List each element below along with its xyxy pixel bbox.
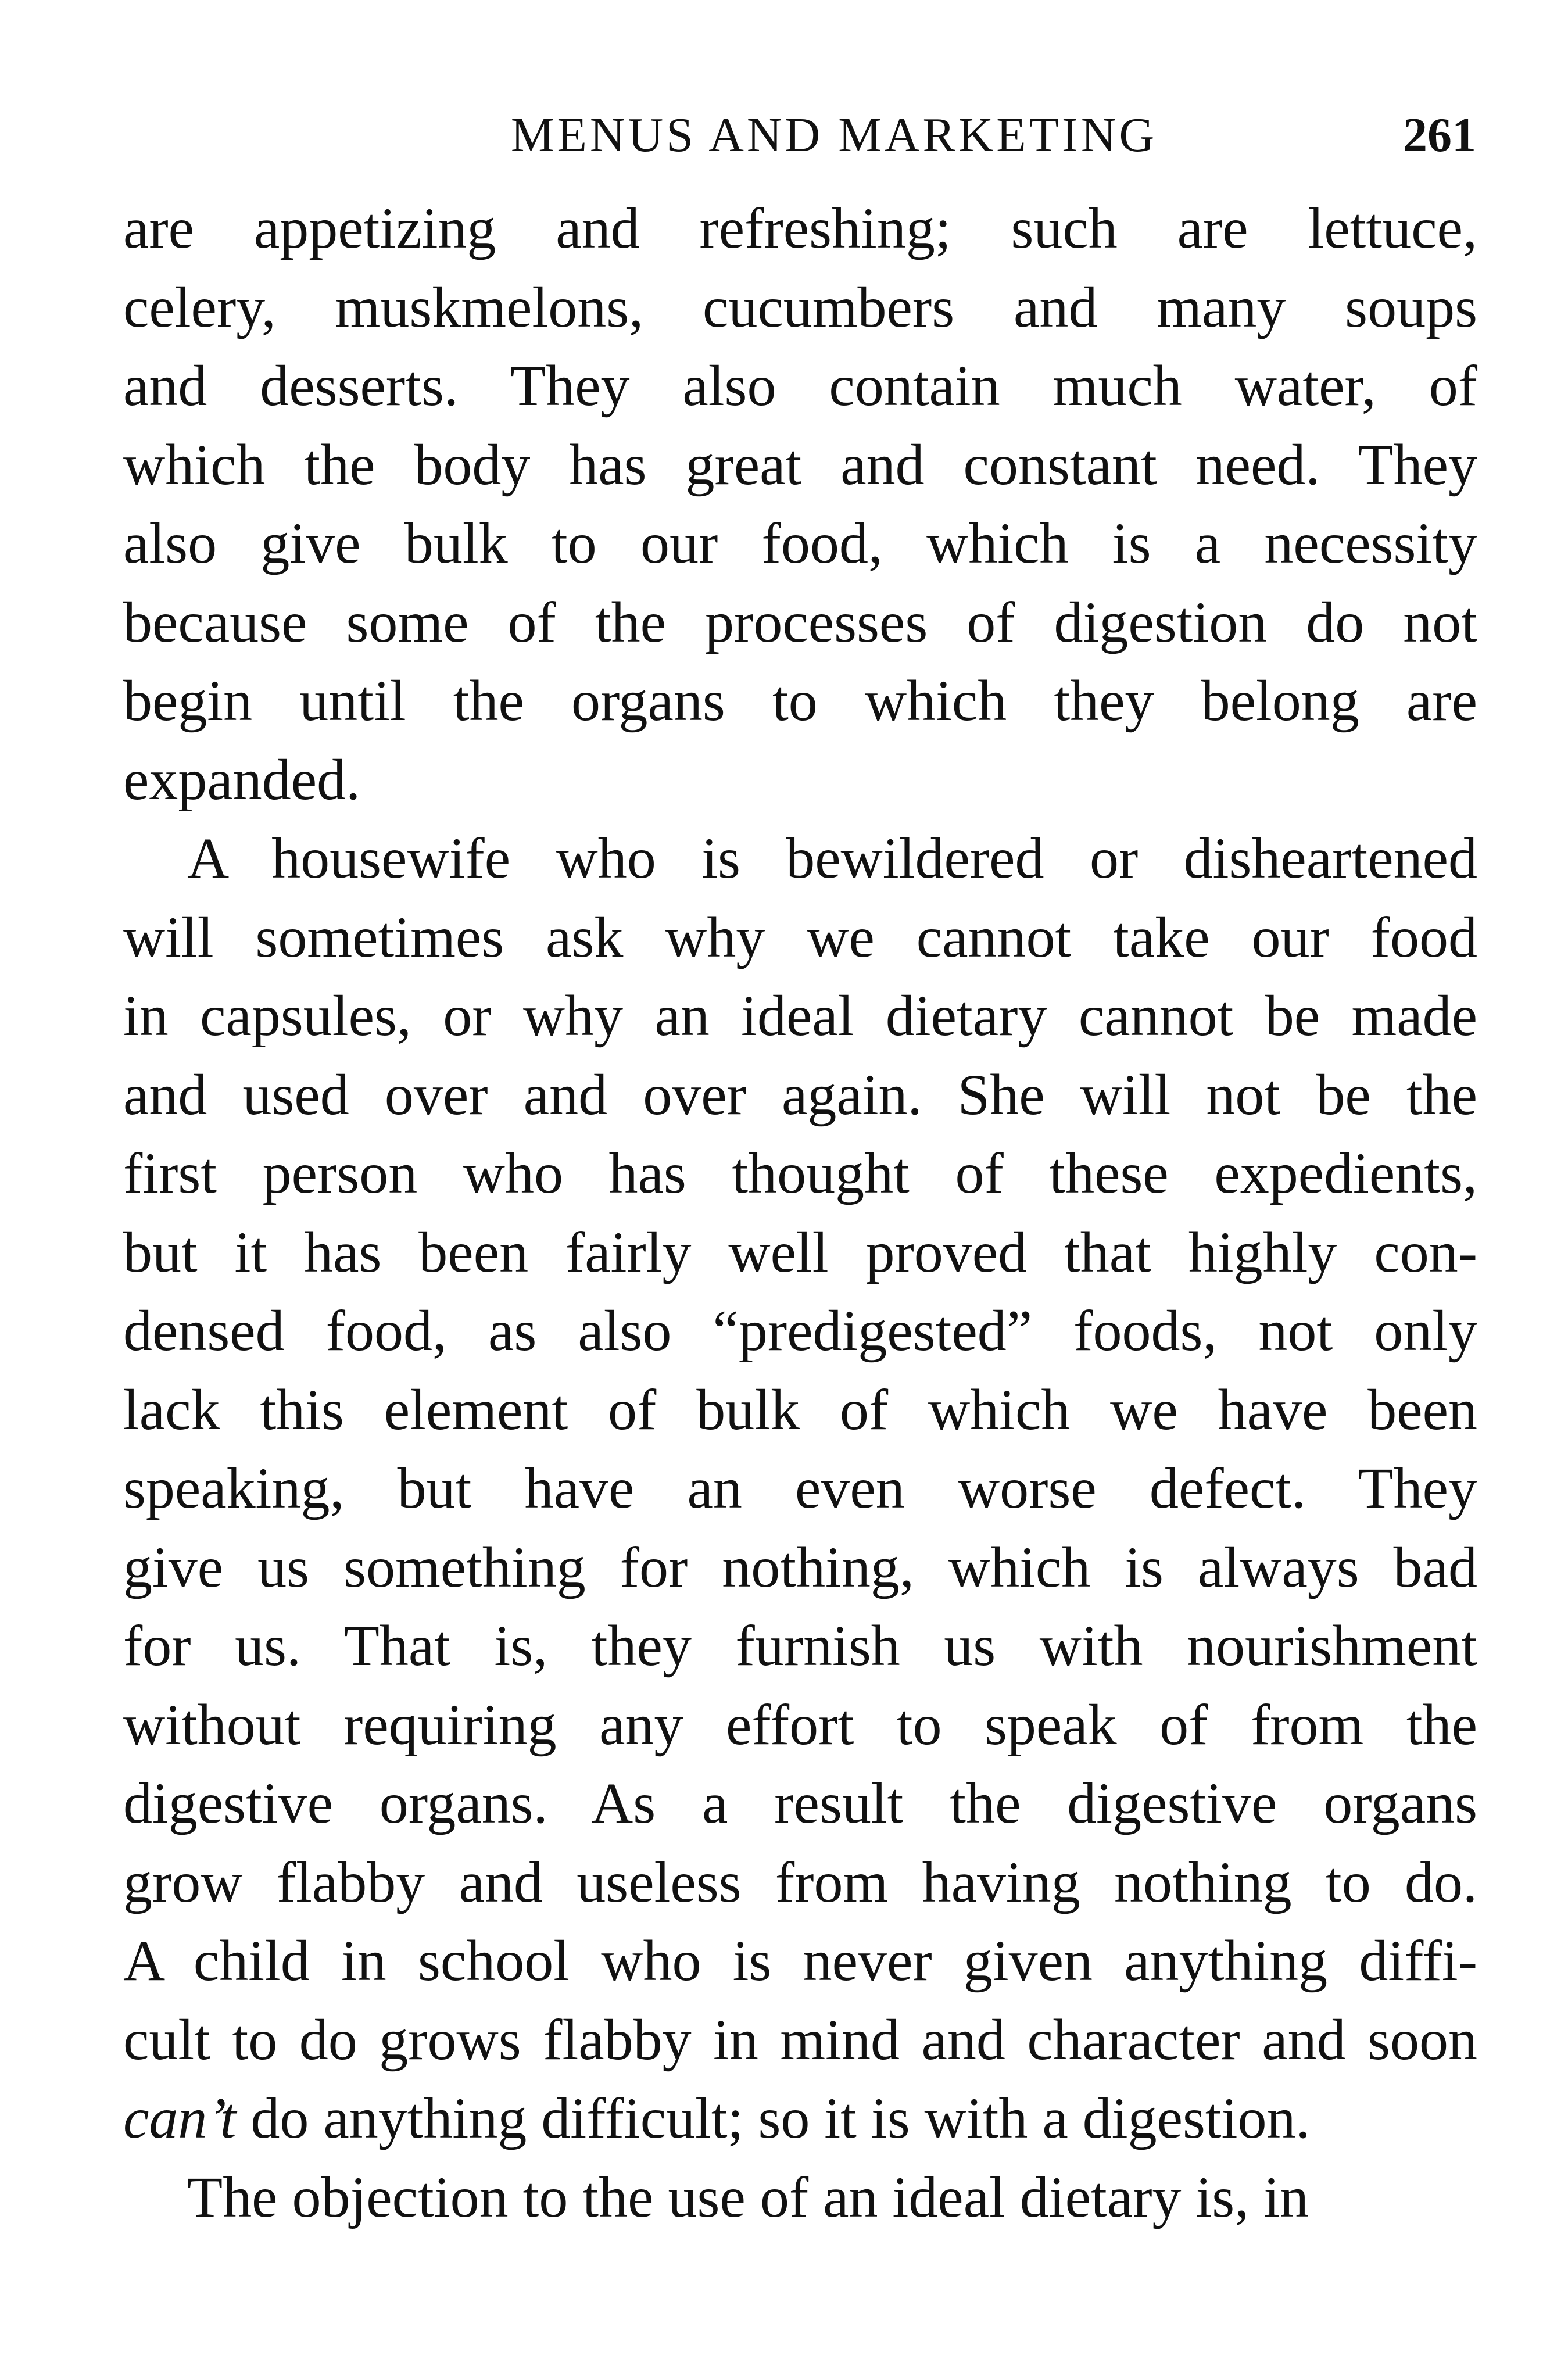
text-line: but it has been fairly well proved that highly con-: [123, 1219, 1477, 1284]
text-line: are appetizing and refreshing; such are lettuce,: [123, 196, 1477, 260]
text-line: cult to do grows flabby in mind and character and soon: [123, 2007, 1477, 2072]
text-line: begin until the organs to which they belong are: [123, 668, 1477, 733]
text-line: and desserts. They also contain much water, of: [123, 353, 1477, 418]
text-line: grow flabby and useless from having nothing to do.: [123, 1849, 1477, 1914]
text-line: digestive organs. As a result the digestive organs: [123, 1771, 1477, 1835]
text-line: celery, muskmelons, cucumbers and many soups: [123, 274, 1477, 339]
text-line: which the body has great and constant need. They: [123, 432, 1477, 497]
text-line: and used over and over again. She will not be the: [123, 1062, 1477, 1127]
text-line: lack this element of bulk of which we have been: [123, 1377, 1477, 1442]
paragraph-start-line: The objection to the use of an ideal dietary is, in: [187, 2164, 1309, 2229]
emphasis-word: can’t: [123, 2086, 237, 2150]
text-line: first person who has thought of these expedients,: [123, 1141, 1477, 1205]
body-text: [123, 189, 1477, 2236]
text-line: without requiring any effort to speak of from the: [123, 1692, 1477, 1757]
running-title: MENUS AND MARKETING: [510, 108, 1158, 162]
paragraph-end-line: expanded.: [123, 747, 361, 812]
text-line: speaking, but have an even worse defect. They: [123, 1456, 1477, 1520]
text-line: because some of the processes of digestion do not: [123, 589, 1477, 654]
text-line: in capsules, or why an ideal dietary cannot be made: [123, 983, 1477, 1048]
text-line: densed food, as also “predigested” foods, not only: [123, 1298, 1477, 1363]
text-line: give us something for nothing, which is always bad: [123, 1534, 1477, 1599]
paragraph-end-line: [123, 2079, 1477, 2158]
text-line: also give bulk to our food, which is a necessity: [123, 511, 1477, 575]
page-number: 261: [1403, 108, 1476, 162]
running-head: [122, 103, 1476, 167]
text-line: A child in school who is never given anything diffi-: [123, 1928, 1477, 1993]
paragraph-start-line: A housewife who is bewildered or disheartened: [187, 826, 1477, 890]
text-line: for us. That is, they furnish us with nourishment: [123, 1613, 1477, 1678]
text-line: will sometimes ask why we cannot take our food: [123, 904, 1477, 969]
text-line-remainder: do anything difficult; so it is with a digestion.: [236, 2086, 1311, 2150]
